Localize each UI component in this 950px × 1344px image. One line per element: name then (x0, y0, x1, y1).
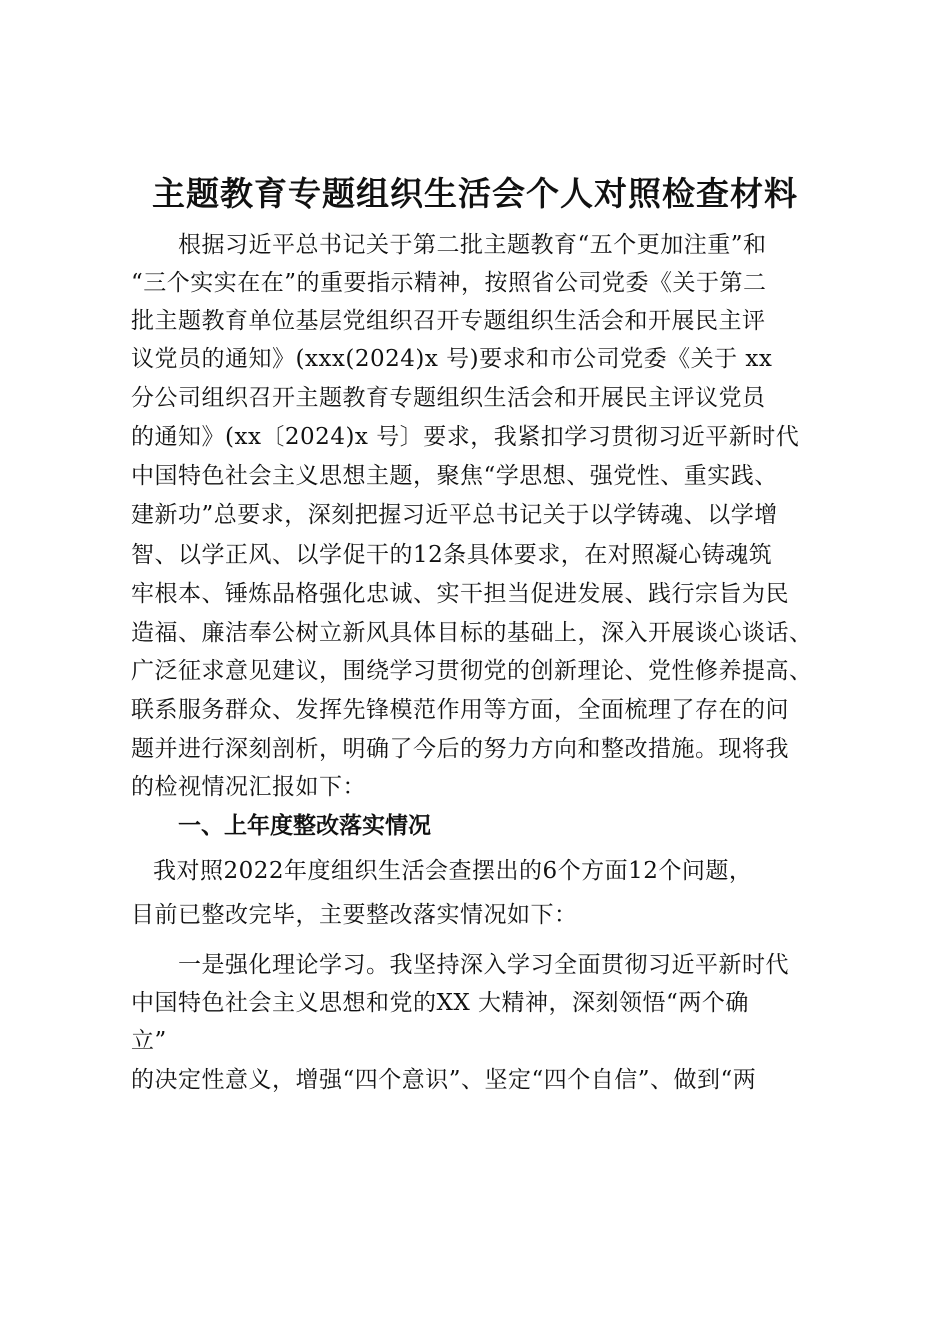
body-line: 立” (131, 1028, 167, 1054)
intro-line: 批主题教育单位基层党组织召开专题组织生活会和开展民主评 (131, 308, 766, 334)
intro-line: 的通知》(xx〔2024)x 号〕要求，我紧扣学习贯彻习近平新时代 (131, 424, 800, 450)
body-line: 一是强化理论学习。我坚持深入学习全面贯彻习近平新时代 (178, 952, 789, 978)
body-line: 我对照2022年度组织生活会查摆出的6个方面12个问题， (153, 858, 753, 884)
intro-line: 广泛征求意见建议，围绕学习贯彻党的创新理论、党性修养提高、 (131, 658, 813, 684)
intro-line: 联系服务群众、发挥先锋模范作用等方面，全面梳理了存在的问 (131, 697, 789, 723)
intro-line: 牢根本、锤炼品格强化忠诚、实干担当促进发展、践行宗旨为民 (131, 581, 789, 607)
document-title: 主题教育专题组织生活会个人对照检查材料 (152, 174, 798, 213)
intro-line: “三个实实在在”的重要指示精神，按照省公司党委《关于第二 (131, 270, 767, 296)
intro-line: 题并进行深刻剖析，明确了今后的努力方向和整改措施。现将我 (131, 736, 789, 762)
body-line: 的决定性意义，增强“四个意识”、坚定“四个自信”、做到“两 (131, 1067, 757, 1093)
intro-line: 智、以学正风、以学促干的12条具体要求，在对照凝心铸魂筑 (131, 542, 773, 568)
body-line: 目前已整改完毕，主要整改落实情况如下： (131, 902, 578, 928)
intro-line: 中国特色社会主义思想主题，聚焦“学思想、强党性、重实践、 (131, 463, 778, 489)
section-heading: 一、上年度整改落实情况 (178, 813, 431, 839)
body-line: 中国特色社会主义思想和党的XX 大精神，深刻领悟“两个确 (131, 990, 749, 1016)
intro-line: 的检视情况汇报如下： (131, 774, 366, 800)
intro-line: 造福、廉洁奉公树立新风具体目标的基础上，深入开展谈心谈话、 (131, 620, 813, 646)
intro-line: 议党员的通知》(xxx(2024)x 号)要求和市公司党委《关于 xx (131, 346, 773, 372)
intro-line: 建新功”总要求，深刻把握习近平总书记关于以学铸魂、以学增 (131, 502, 778, 528)
intro-line: 分公司组织召开主题教育专题组织生活会和开展民主评议党员 (131, 385, 766, 411)
intro-line: 根据习近平总书记关于第二批主题教育“五个更加注重”和 (178, 232, 767, 258)
